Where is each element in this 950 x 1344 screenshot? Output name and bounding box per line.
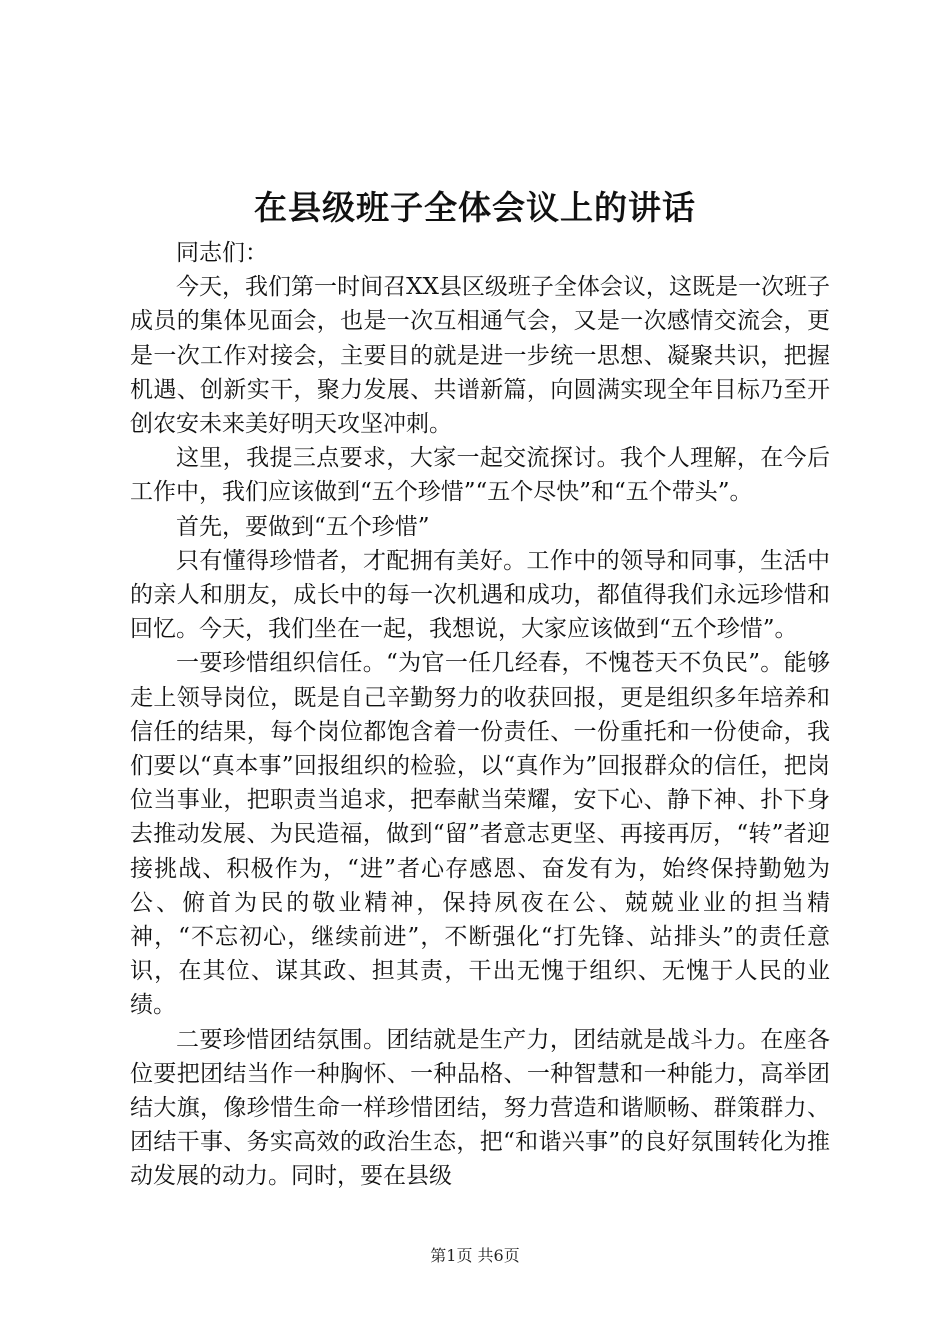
cherish-intro-paragraph: 只有懂得珍惜者，才配拥有美好。工作中的领导和同事，生活中的亲人和朋友，成长中的每一次机遇和成功，都值得我们永远珍惜和回忆。今天，我们坐在一起，我想说，大家应该做到“五个珍惜”。 [130,547,830,643]
page-title: 在县级班子全体会议上的讲话 [254,188,696,227]
document-body [130,236,830,1194]
cherish-trust-paragraph: 一要珍惜组织信任。“为官一任几经春，不愧苍天不负民”。能够走上领导岗位，既是自己辛勤努力的收获回报，更是组织多年培养和信任的结果，每个岗位都饱含着一份责任、一份重托和一份使命，我们要以“真本事”回报组织的检验，以“真作为”回报群众的信任，把岗位当事业，把职责当追求，把奉献当荣耀，安下心、静下神、扑下身去推动发展、为民造福，做到“留”者意志更坚、再接再厉，“转”者迎接挑战、积极作为，“进”者心存感恩、奋发有为，始终保持勤勉为公、俯首为民的敬业精神，保持夙夜在公、兢兢业业的担当精神，“不忘初心，继续前进”，不断强化“打先锋、站排头”的责任意识，在其位、谋其政、担其责，干出无愧于组织、无愧于人民的业绩。 [130,650,830,1019]
section-heading-paragraph: 首先，要做到“五个珍惜” [176,513,430,540]
cherish-unity-paragraph: 二要珍惜团结氛围。团结就是生产力，团结就是战斗力。在座各位要把团结当作一种胸怀、一种品格、一种智慧和一种能力，高举团结大旗，像珍惜生命一样珍惜团结，努力营造和谐顺畅、群策群力、团结干事、务实高效的政治生态，把“和谐兴事”的良好氛围转化为推动发展的动力。同时，要在县级 [130,1026,830,1190]
salutation-paragraph: 同志们： [176,240,268,266]
page-number-footer: 第1页 共6页 [430,1246,520,1265]
requirements-paragraph: 这里，我提三点要求，大家一起交流探讨。我个人理解，在今后工作中，我们应该做到“五个珍惜”“五个尽快”和“五个带头”。 [130,445,830,506]
intro-paragraph: 今天，我们第一时间召XX县区级班子全体会议，这既是一次班子成员的集体见面会，也是一次互相通气会，又是一次感情交流会，更是一次工作对接会，主要目的就是进一步统一思想、凝聚共识，把握机遇、创新实干，聚力发展、共谱新篇，向圆满实现全年目标乃至开创农安未来美好明天攻坚冲刺。 [130,274,830,438]
